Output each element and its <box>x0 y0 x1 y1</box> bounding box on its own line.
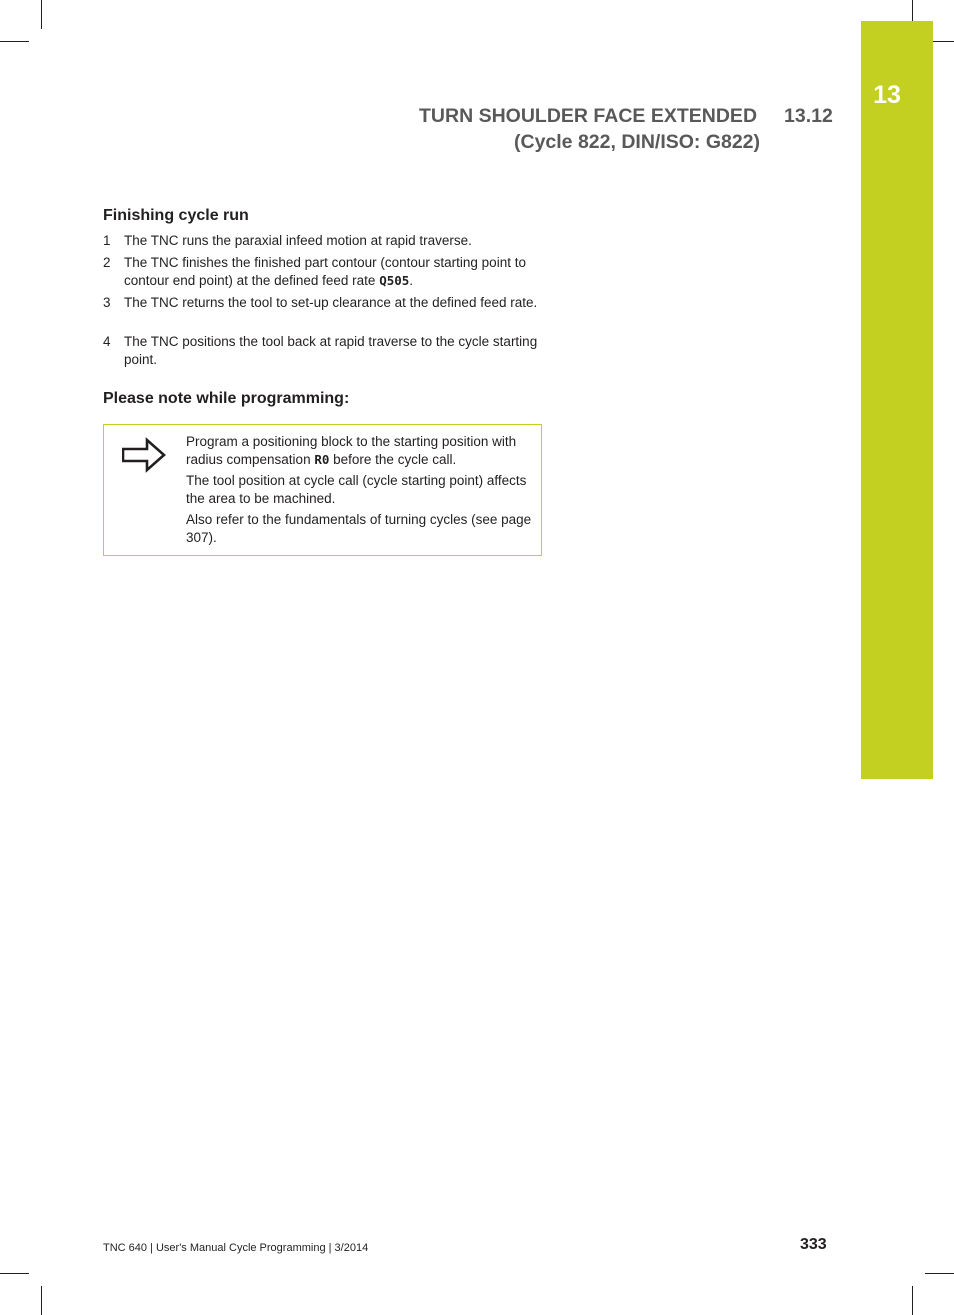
crop-mark <box>0 41 29 42</box>
header-title-line1: TURN SHOULDER FACE EXTENDED <box>419 105 758 127</box>
step-text-part: . <box>409 273 414 288</box>
chapter-tab <box>861 21 933 779</box>
chapter-number: 13 <box>873 81 901 109</box>
step-text-part: The TNC finishes the finished part contour (contour starting point to contour end point) at the defined feed rate <box>124 255 526 288</box>
crop-mark <box>41 0 42 29</box>
footer-text: TNC 640 | User's Manual Cycle Programming | 3/2014 <box>103 1242 369 1254</box>
parameter-code: R0 <box>314 452 330 467</box>
crop-mark <box>0 1273 29 1274</box>
arrow-right-icon <box>122 437 166 473</box>
header-section-number: 13.12 <box>784 105 833 127</box>
step-number: 1 <box>103 233 111 248</box>
page-number: 333 <box>800 1236 827 1253</box>
step-number: 3 <box>103 295 111 310</box>
step-text: The TNC returns the tool to set-up clearance at the defined feed rate. <box>124 295 538 310</box>
crop-mark <box>41 1286 42 1315</box>
step-text <box>124 254 548 290</box>
finishing-heading: Finishing cycle run <box>103 207 249 224</box>
crop-mark <box>925 1273 954 1274</box>
note-paragraph: Also refer to the fundamentals of turning cycles (see page 307). <box>186 512 532 545</box>
parameter-code: Q505 <box>379 273 410 288</box>
note-box <box>103 424 542 556</box>
header-title-line2: (Cycle 822, DIN/ISO: G822) <box>514 131 761 153</box>
note-text-part: before the cycle call. <box>329 452 457 467</box>
step-text: The TNC runs the paraxial infeed motion at rapid traverse. <box>124 233 472 248</box>
step-text: The TNC positions the tool back at rapid traverse to the cycle starting point. <box>124 334 538 367</box>
crop-mark <box>912 1286 913 1315</box>
note-paragraph <box>186 433 536 469</box>
step-number: 4 <box>103 334 111 349</box>
note-paragraph: The tool position at cycle call (cycle starting point) affects the area to be machined. <box>186 473 527 506</box>
note-text-part: Program a positioning block to the starting position with radius compensation <box>186 434 517 467</box>
step-number: 2 <box>103 255 111 270</box>
note-heading: Please note while programming: <box>103 390 350 407</box>
